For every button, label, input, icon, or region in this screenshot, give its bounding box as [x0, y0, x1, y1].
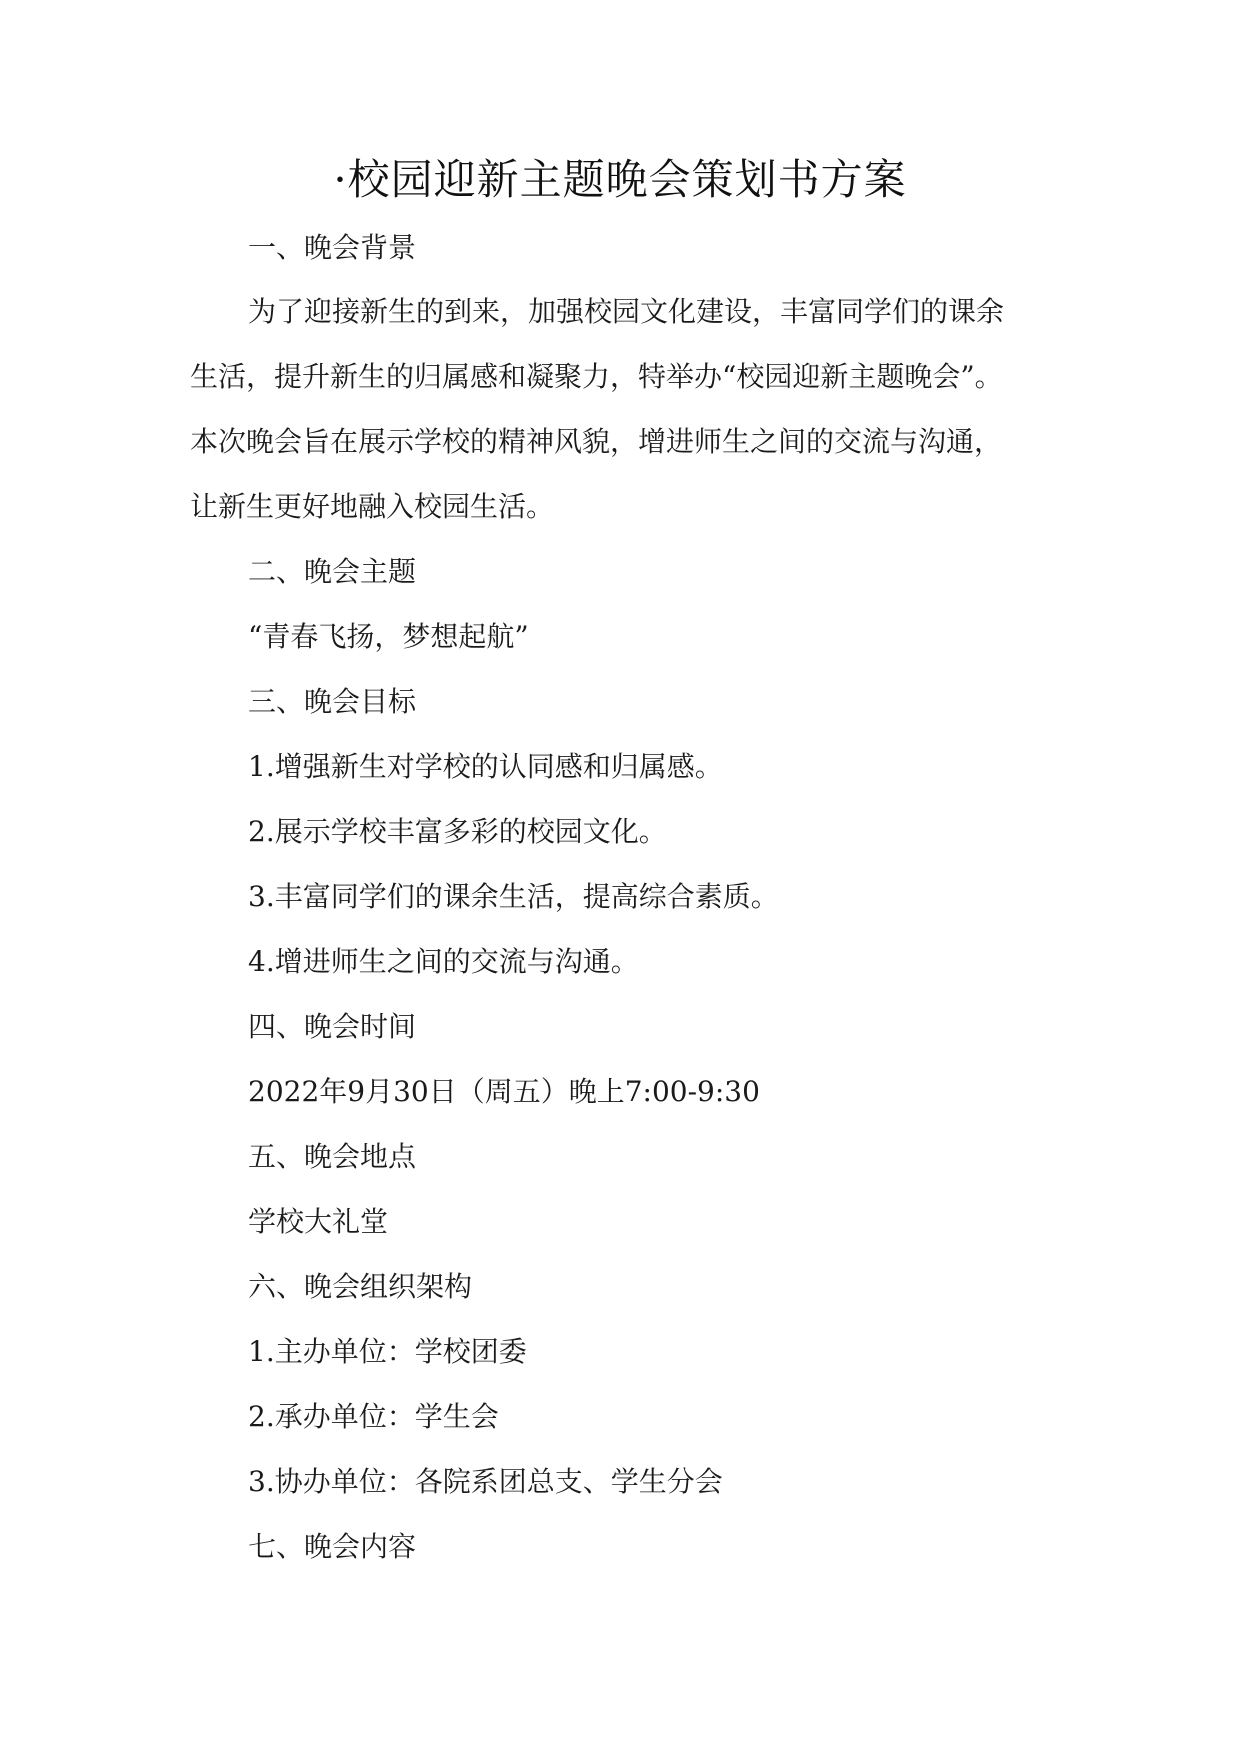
- goal-item-4: 4.增进师生之间的交流与沟通。: [248, 945, 639, 978]
- background-paragraph-line-2: 生活，提升新生的归属感和凝聚力，特举办“校园迎新主题晚会”。: [190, 360, 1003, 393]
- organization-item-3: 3.协办单位：各院系团总支、学生分会: [248, 1465, 723, 1498]
- time-text: 2022年9月30日（周五）晚上7:00-9:30: [248, 1075, 760, 1108]
- document-title: ·校园迎新主题晚会策划书方案: [333, 155, 907, 204]
- venue-text: 学校大礼堂: [248, 1205, 389, 1238]
- background-paragraph-line-1: 为了迎接新生的到来，加强校园文化建设，丰富同学们的课余: [248, 295, 1005, 328]
- organization-item-2: 2.承办单位：学生会: [248, 1400, 499, 1433]
- goal-item-2: 2.展示学校丰富多彩的校园文化。: [248, 815, 667, 848]
- section-heading-time: 四、晚会时间: [248, 1010, 417, 1043]
- section-heading-venue: 五、晚会地点: [248, 1140, 417, 1173]
- section-heading-goals: 三、晚会目标: [248, 685, 417, 718]
- background-paragraph-line-3: 本次晚会旨在展示学校的精神风貌，增进师生之间的交流与沟通，: [190, 425, 1003, 458]
- section-heading-background: 一、晚会背景: [248, 231, 417, 264]
- theme-text: “青春飞扬，梦想起航”: [248, 620, 529, 653]
- section-heading-theme: 二、晚会主题: [248, 555, 417, 588]
- goal-item-1: 1.增强新生对学校的认同感和归属感。: [248, 750, 723, 783]
- section-heading-content: 七、晚会内容: [248, 1530, 417, 1563]
- background-paragraph-line-4: 让新生更好地融入校园生活。: [190, 490, 555, 523]
- section-heading-organization: 六、晚会组织架构: [248, 1270, 473, 1303]
- goal-item-3: 3.丰富同学们的课余生活，提高综合素质。: [248, 880, 779, 913]
- organization-item-1: 1.主办单位：学校团委: [248, 1335, 527, 1368]
